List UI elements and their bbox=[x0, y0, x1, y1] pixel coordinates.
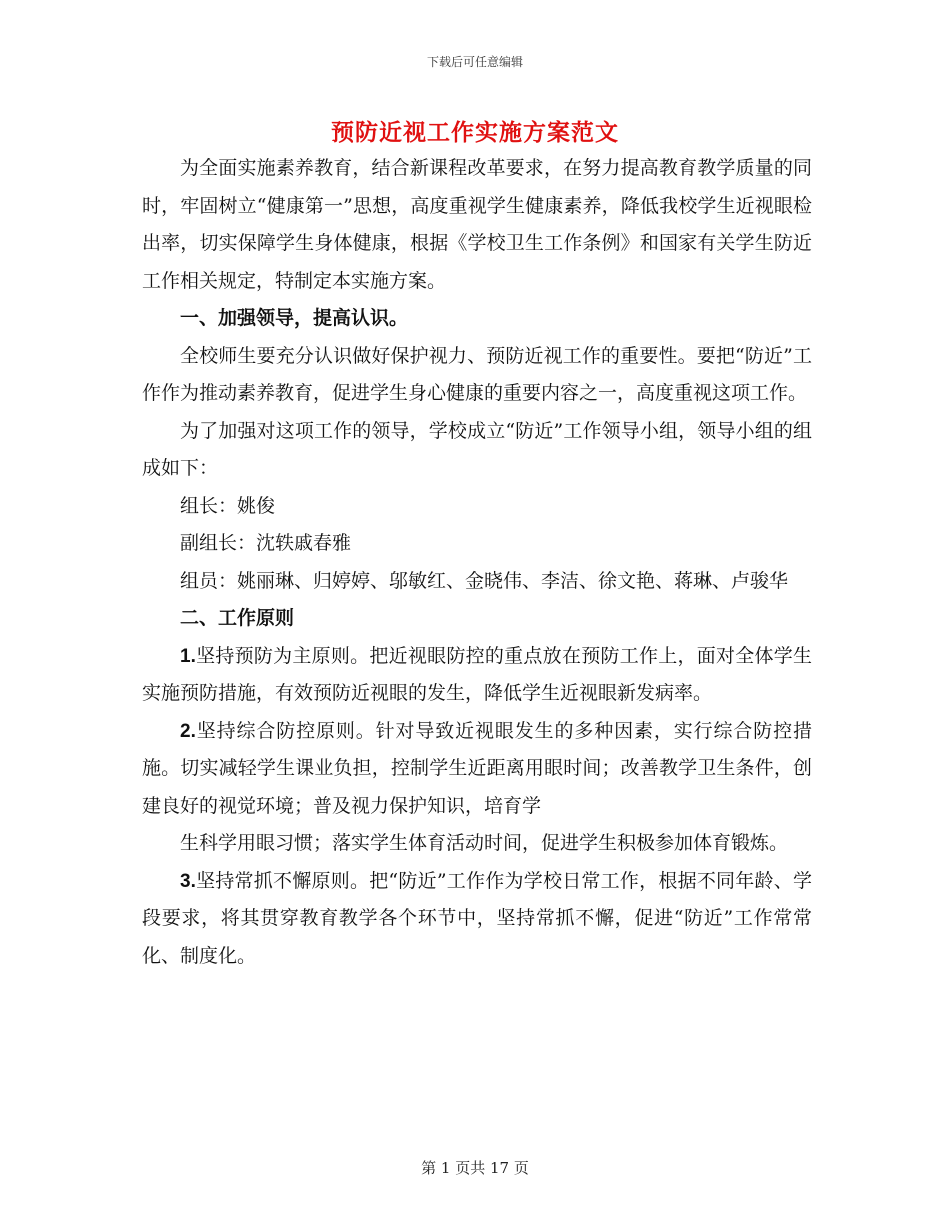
item-number: 3. bbox=[180, 870, 196, 892]
group-vice-leader: 副组长：沈轶戚春雅 bbox=[180, 532, 352, 554]
intro-paragraph: 为全面实施素养教育，结合新课程改革要求，在努力提高教育教学质量的同时，牢固树立“健康第一”思想，高度重视学生健康素养，降低我校学生近视眼检出率，切实保障学生身体健康，根据《学校卫生工作条例》和国家有关学生防近工作相关规定，特制定本实施方案。 bbox=[142, 157, 812, 292]
item-text: 坚持常抓不懈原则。把“防近”工作作为学校日常工作，根据不同年龄、学段要求，将其贯穿教育教学各个环节中，坚持常抓不懈，促进“防近”工作常常化、制度化。 bbox=[142, 869, 812, 967]
document-title: 预防近视工作实施方案范文 bbox=[331, 119, 619, 146]
principle-item-2 bbox=[142, 713, 812, 826]
group-leader: 组长：姚俊 bbox=[180, 494, 276, 517]
item-text: 坚持预防为主原则。把近视眼防控的重点放在预防工作上，面对全体学生实施预防措施，有效预防近视眼的发生，降低学生近视眼新发病率。 bbox=[142, 644, 812, 704]
item-number: 1. bbox=[180, 645, 196, 667]
item-number: 2. bbox=[180, 720, 196, 742]
principle-item-3 bbox=[142, 863, 812, 976]
group-members: 组员：姚丽琳、归婷婷、邬敏红、金晓伟、李洁、徐文艳、蒋琳、卢骏华 bbox=[180, 569, 789, 592]
document-body bbox=[142, 150, 812, 975]
principle-item-2-continued: 生科学用眼习惯；落实学生体育活动时间，促进学生积极参加体育锻炼。 bbox=[180, 832, 789, 854]
section-heading-2: 二、工作原则 bbox=[180, 607, 295, 629]
section-heading-1: 一、加强领导，提高认识。 bbox=[180, 307, 409, 329]
item-text: 坚持综合防控原则。针对导致近视眼发生的多种因素，实行综合防控措施。切实减轻学生课业负担，控制学生近距离用眼时间；改善教学卫生条件，创建良好的视觉环境；普及视力保护知识，培育学 bbox=[142, 719, 812, 817]
page-footer: 第 1 页共 17 页 bbox=[421, 1159, 529, 1177]
paragraph-leadership-group: 为了加强对这项工作的领导，学校成立“防近”工作领导小组，领导小组的组成如下： bbox=[142, 419, 812, 479]
principle-item-1 bbox=[142, 638, 812, 713]
header-note: 下载后可任意编辑 bbox=[426, 55, 523, 69]
paragraph-importance: 全校师生要充分认识做好保护视力、预防近视工作的重要性。要把“防近”工作作为推动素养教育，促进学生身心健康的重要内容之一，高度重视这项工作。 bbox=[142, 344, 812, 404]
